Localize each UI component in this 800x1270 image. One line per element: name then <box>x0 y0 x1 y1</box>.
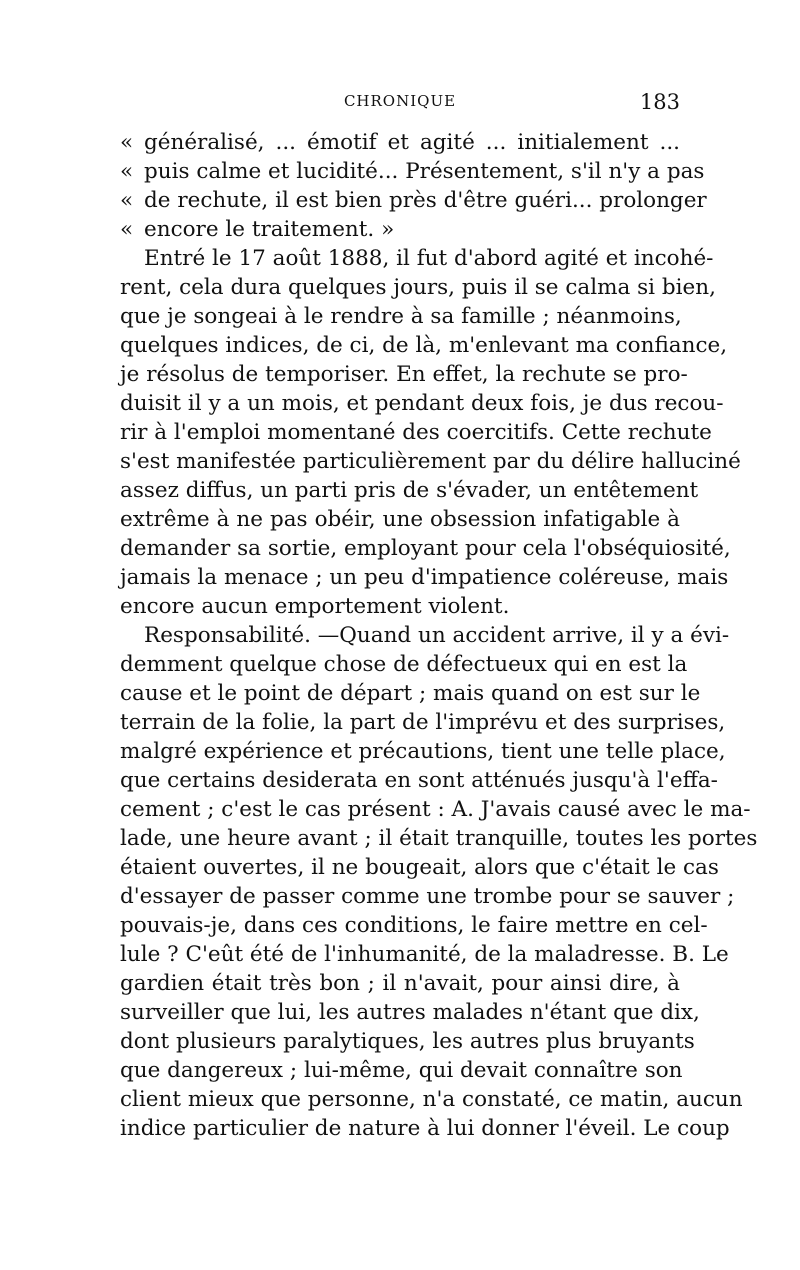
running-head <box>120 92 680 116</box>
quote-line <box>120 157 705 186</box>
quote-line <box>120 186 707 215</box>
text-line: rir à l'emploi momentané des coercitifs. Cette rechute <box>120 420 712 445</box>
text-line: que certains desiderata en sont atténués jusqu'à l'effa- <box>120 768 718 793</box>
text-line: encore aucun emportement violent. <box>120 594 510 619</box>
quote-text: puis calme et lucidité... Présentement, s'il n'y a pas <box>144 159 705 184</box>
text-line: terrain de la folie, la part de l'imprévu et des surprises, <box>120 710 726 735</box>
text-line: que dangereux ; lui-même, qui devait connaître son <box>120 1058 683 1083</box>
text-line: cement ; c'est le cas présent : A. J'avais causé avec le ma- <box>120 797 751 822</box>
quote-mark: « <box>120 159 134 184</box>
quote-mark: « <box>120 188 134 213</box>
text-line: jamais la menace ; un peu d'impatience coléreuse, mais <box>120 565 729 590</box>
quote-line <box>120 128 680 157</box>
text-line: extrême à ne pas obéir, une obsession infatigable à <box>120 507 680 532</box>
quote-mark: « <box>120 130 134 155</box>
text-line: client mieux que personne, n'a constaté, ce matin, aucun <box>120 1087 743 1112</box>
text-line: rent, cela dura quelques jours, puis il se calma si bien, <box>120 275 716 300</box>
quote-text: généralisé, ... émotif et agité ... initialement ... <box>144 130 680 155</box>
quote-line <box>120 215 680 244</box>
text-line: pouvais-je, dans ces conditions, le faire mettre en cel- <box>120 913 708 938</box>
text-line: que je songeai à le rendre à sa famille ; néanmoins, <box>120 304 682 329</box>
running-title: CHRONIQUE <box>343 92 457 110</box>
text-line: malgré expérience et précautions, tient une telle place, <box>120 739 726 764</box>
text-line: étaient ouvertes, il ne bougeait, alors que c'était le cas <box>120 855 719 880</box>
text-line: d'essayer de passer comme une trombe pour se sauver ; <box>120 884 735 909</box>
quote-text: encore le traitement. » <box>144 217 395 242</box>
text-line: Responsabilité. —Quand un accident arrive, il y a évi- <box>144 623 730 648</box>
text-line: dont plusieurs paralytiques, les autres plus bruyants <box>120 1029 695 1054</box>
paragraph-entry <box>120 244 741 621</box>
text-line: quelques indices, de ci, de là, m'enlevant ma confiance, <box>120 333 728 358</box>
paragraph-responsabilite <box>120 621 758 1143</box>
text-line: assez diffus, un parti pris de s'évader, un entêtement <box>120 478 699 503</box>
text-line: Entré le 17 août 1888, il fut d'abord agité et incohé- <box>144 246 714 271</box>
quote-text: de rechute, il est bien près d'être guéri... prolonger <box>144 188 707 213</box>
text-line: demment quelque chose de défectueux qui en est la <box>120 652 688 677</box>
text-line: lade, une heure avant ; il était tranquille, toutes les portes <box>120 826 758 851</box>
quote-mark: « <box>120 217 134 242</box>
text-line: demander sa sortie, employant pour cela l'obséquiosité, <box>120 536 731 561</box>
text-line: indice particulier de nature à lui donner l'éveil. Le coup <box>120 1116 730 1141</box>
text-line: je résolus de temporiser. En effet, la rechute se pro- <box>120 362 688 387</box>
body-text <box>120 128 758 1143</box>
text-line: s'est manifestée particulièrement par du délire halluciné <box>120 449 741 474</box>
text-line: gardien était très bon ; il n'avait, pour ainsi dire, à <box>120 971 680 996</box>
quoted-passage <box>120 128 707 244</box>
text-line: lule ? C'eût été de l'inhumanité, de la maladresse. B. Le <box>120 942 729 967</box>
page-number: 183 <box>639 90 680 114</box>
text-line: cause et le point de départ ; mais quand on est sur le <box>120 681 701 706</box>
text-line: surveiller que lui, les autres malades n'étant que dix, <box>120 1000 700 1025</box>
text-line: duisit il y a un mois, et pendant deux fois, je dus recou- <box>120 391 724 416</box>
